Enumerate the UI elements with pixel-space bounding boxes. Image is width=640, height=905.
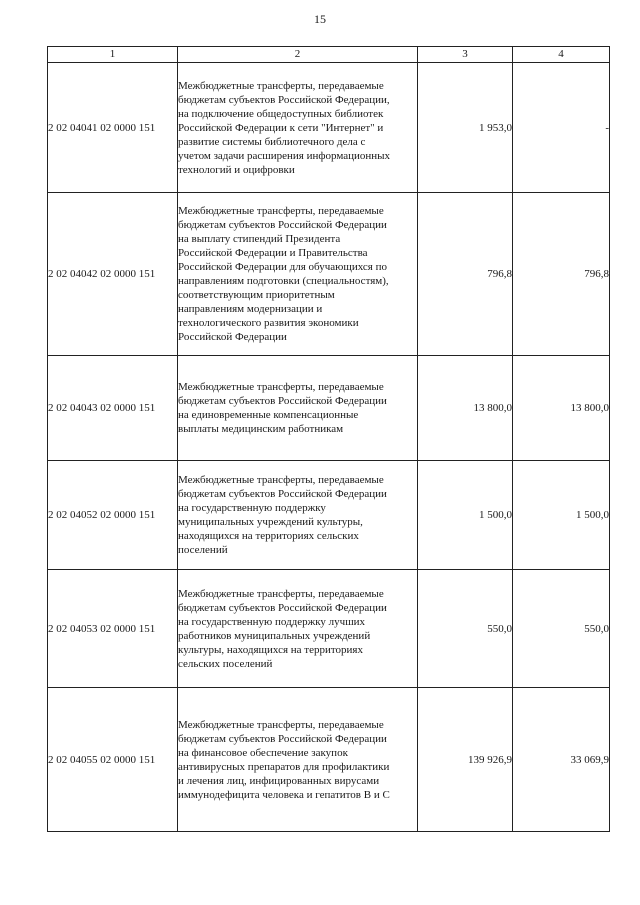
- description-line: направлениям подготовки (специальностям),: [178, 275, 389, 287]
- amount-column-4: 13 800,0: [513, 356, 610, 461]
- column-header-4: 4: [513, 47, 610, 63]
- table-row: [48, 63, 610, 193]
- amount-column-3: 550,0: [418, 570, 513, 688]
- table-row: [48, 461, 610, 570]
- description-line: Межбюджетные трансферты, передаваемые: [178, 474, 384, 486]
- description-line: бюджетам субъектов Российской Федерации,: [178, 93, 390, 106]
- description-line: на финансовое обеспечение закупок: [178, 746, 348, 759]
- budget-code: 2 02 04042 02 0000 151: [48, 193, 178, 356]
- table-row: [48, 570, 610, 688]
- description-line: соответствующим приоритетным: [178, 289, 335, 301]
- budget-code: 2 02 04041 02 0000 151: [48, 63, 178, 193]
- description-line: сельских поселений: [178, 657, 273, 670]
- description-line: Межбюджетные трансферты, передаваемые: [178, 205, 384, 217]
- description-line: и лечения лиц, инфицированных вирусами: [178, 774, 380, 787]
- transfer-description: [178, 356, 418, 461]
- description-line: развитие системы библиотечного дела с: [178, 135, 366, 148]
- transfer-description: [178, 570, 418, 688]
- amount-column-4: 1 500,0: [513, 461, 610, 570]
- amount-column-3: 13 800,0: [418, 356, 513, 461]
- description-line: учетом задачи расширения информационных: [178, 149, 391, 162]
- amount-column-4: -: [513, 63, 610, 193]
- transfer-description: [178, 193, 418, 356]
- description-line: направлениям модернизации и: [178, 303, 323, 315]
- column-header-2: 2: [178, 47, 418, 63]
- column-header-3: 3: [418, 47, 513, 63]
- description-line: на государственную поддержку: [178, 502, 326, 514]
- description-line: Российской Федерации для обучающихся по: [178, 261, 387, 273]
- description-line: бюджетам субъектов Российской Федерации: [178, 395, 387, 407]
- description-line: Российской Федерации к сети "Интернет" и: [178, 121, 384, 134]
- description-line: работников муниципальных учреждений: [178, 629, 371, 642]
- description-line: поселений: [178, 544, 228, 556]
- description-line: выплаты медицинским работникам: [178, 423, 344, 435]
- description-line: Российской Федерации и Правительства: [178, 247, 368, 259]
- description-line: находящихся на территориях сельских: [178, 530, 359, 542]
- amount-column-4: 796,8: [513, 193, 610, 356]
- budget-code: 2 02 04055 02 0000 151: [48, 688, 178, 832]
- description-line: бюджетам субъектов Российской Федерации: [178, 732, 387, 745]
- transfer-description: [178, 63, 418, 193]
- description-line: Межбюджетные трансферты, передаваемые: [178, 587, 384, 600]
- budget-code: 2 02 04052 02 0000 151: [48, 461, 178, 570]
- description-line: технологий и оцифровки: [178, 163, 295, 176]
- description-line: Межбюджетные трансферты, передаваемые: [178, 381, 384, 393]
- table-row: [48, 356, 610, 461]
- column-header-1: 1: [48, 47, 178, 63]
- description-line: на единовременные компенсационные: [178, 409, 359, 421]
- amount-column-4: 550,0: [513, 570, 610, 688]
- description-line: бюджетам субъектов Российской Федерации: [178, 219, 387, 231]
- amount-column-3: 796,8: [418, 193, 513, 356]
- table-row: [48, 688, 610, 832]
- description-line: Межбюджетные трансферты, передаваемые: [178, 718, 384, 731]
- header-row: [48, 47, 610, 63]
- transfer-description: [178, 461, 418, 570]
- description-line: Межбюджетные трансферты, передаваемые: [178, 79, 384, 92]
- amount-column-4: 33 069,9: [513, 688, 610, 832]
- description-line: Российской Федерации: [178, 331, 287, 343]
- budget-code: 2 02 04043 02 0000 151: [48, 356, 178, 461]
- description-line: на подключение общедоступных библиотек: [178, 107, 384, 120]
- transfer-description: [178, 688, 418, 832]
- description-line: антивирусных препаратов для профилактики: [178, 760, 390, 773]
- description-line: культуры, находящихся на территориях: [178, 643, 363, 656]
- amount-column-3: 139 926,9: [418, 688, 513, 832]
- description-line: на государственную поддержку лучших: [178, 615, 366, 628]
- budget-table: [47, 46, 610, 832]
- description-line: иммунодефицита человека и гепатитов В и С: [178, 788, 390, 801]
- description-line: муниципальных учреждений культуры,: [178, 516, 363, 528]
- budget-code: 2 02 04053 02 0000 151: [48, 570, 178, 688]
- amount-column-3: 1 953,0: [418, 63, 513, 193]
- page-number: 15: [314, 12, 326, 26]
- description-line: технологического развития экономики: [178, 317, 359, 329]
- table-row: [48, 193, 610, 356]
- description-line: на выплату стипендий Президента: [178, 233, 341, 245]
- description-line: бюджетам субъектов Российской Федерации: [178, 488, 387, 500]
- description-line: бюджетам субъектов Российской Федерации: [178, 601, 387, 614]
- amount-column-3: 1 500,0: [418, 461, 513, 570]
